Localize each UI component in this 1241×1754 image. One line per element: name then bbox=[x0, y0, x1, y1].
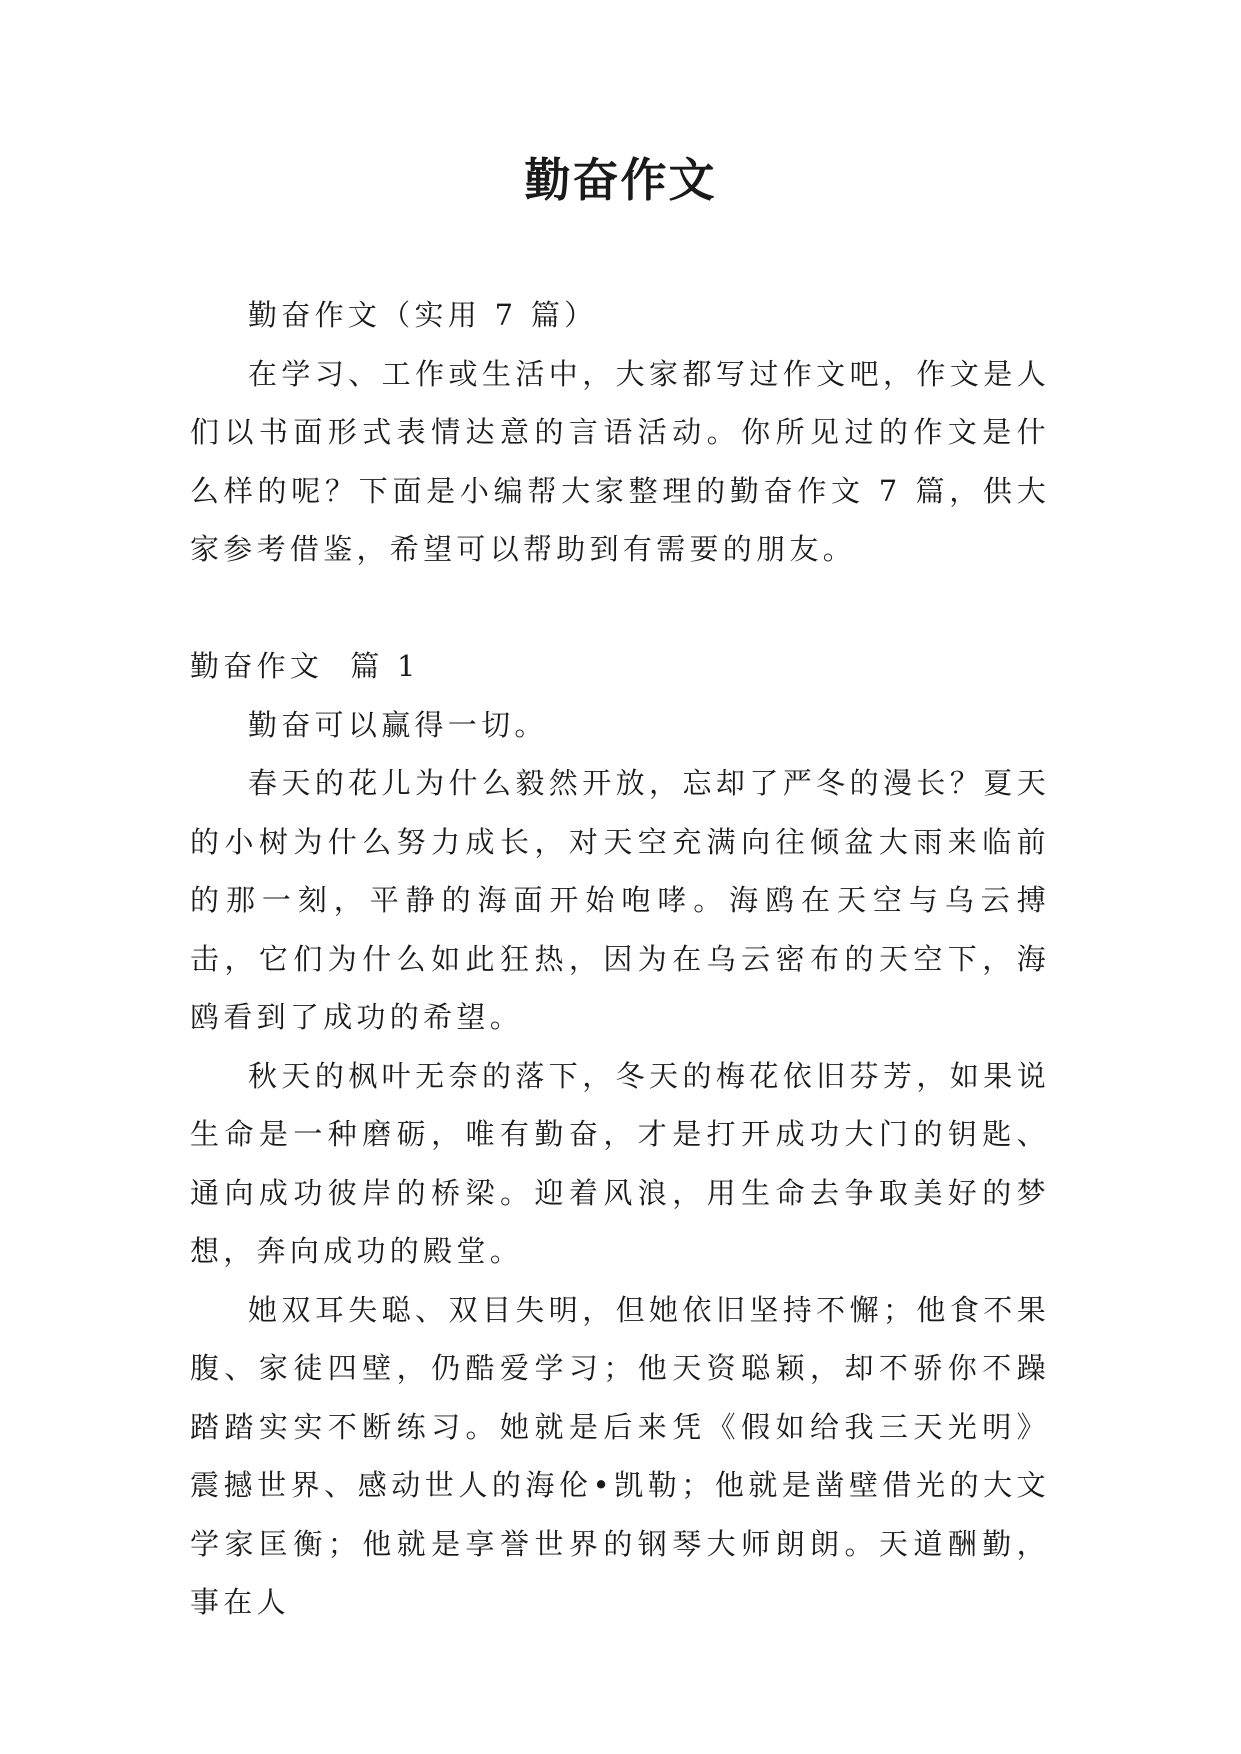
body-paragraph: 勤奋可以赢得一切。 bbox=[248, 707, 548, 742]
document-body bbox=[190, 286, 1050, 1632]
body-paragraph: 春天的花儿为什么毅然开放，忘却了严冬的漫长？夏天的小树为什么努力成长，对天空充满向往倾盆大雨来临前的那一刻，平静的海面开始咆哮。海鸥在天空与乌云搏击，它们为什么如此狂热，因为在乌云密布的天空下，海鸥看到了成功的希望。 bbox=[190, 766, 1050, 1034]
intro-paragraph: 在学习、工作或生活中，大家都写过作文吧，作文是人们以书面形式表情达意的言语活动。你所见过的作文是什么样的呢？下面是小编帮大家整理的勤奋作文 7 篇，供大家参考借鉴，希望可以帮助到有需要的朋友。 bbox=[190, 356, 1050, 566]
document-subtitle: 勤奋作文（实用 7 篇） bbox=[248, 298, 598, 332]
body-paragraph: 她双耳失聪、双目失明，但她依旧坚持不懈；他食不果腹、家徒四壁，仍酷爱学习；他天资聪颖，却不骄你不躁踏踏实实不断练习。她就是后来凭《假如给我三天光明》震撼世界、感动世人的海伦•凯勒；他就是凿壁借光的大文学家匡衡；他就是享誉世界的钢琴大师朗朗。天道酬勤，事在人 bbox=[190, 1292, 1050, 1619]
document-title: 勤奋作文 bbox=[524, 153, 717, 207]
body-paragraph: 秋天的枫叶无奈的落下，冬天的梅花依旧芬芳，如果说生命是一种磨砺，唯有勤奋，才是打开成功大门的钥匙、通向成功彼岸的桥梁。迎着风浪，用生命去争取美好的梦想，奔向成功的殿堂。 bbox=[190, 1058, 1050, 1268]
section-spacer bbox=[190, 579, 1050, 638]
section-heading: 勤奋作文 篇 1 bbox=[190, 649, 420, 683]
